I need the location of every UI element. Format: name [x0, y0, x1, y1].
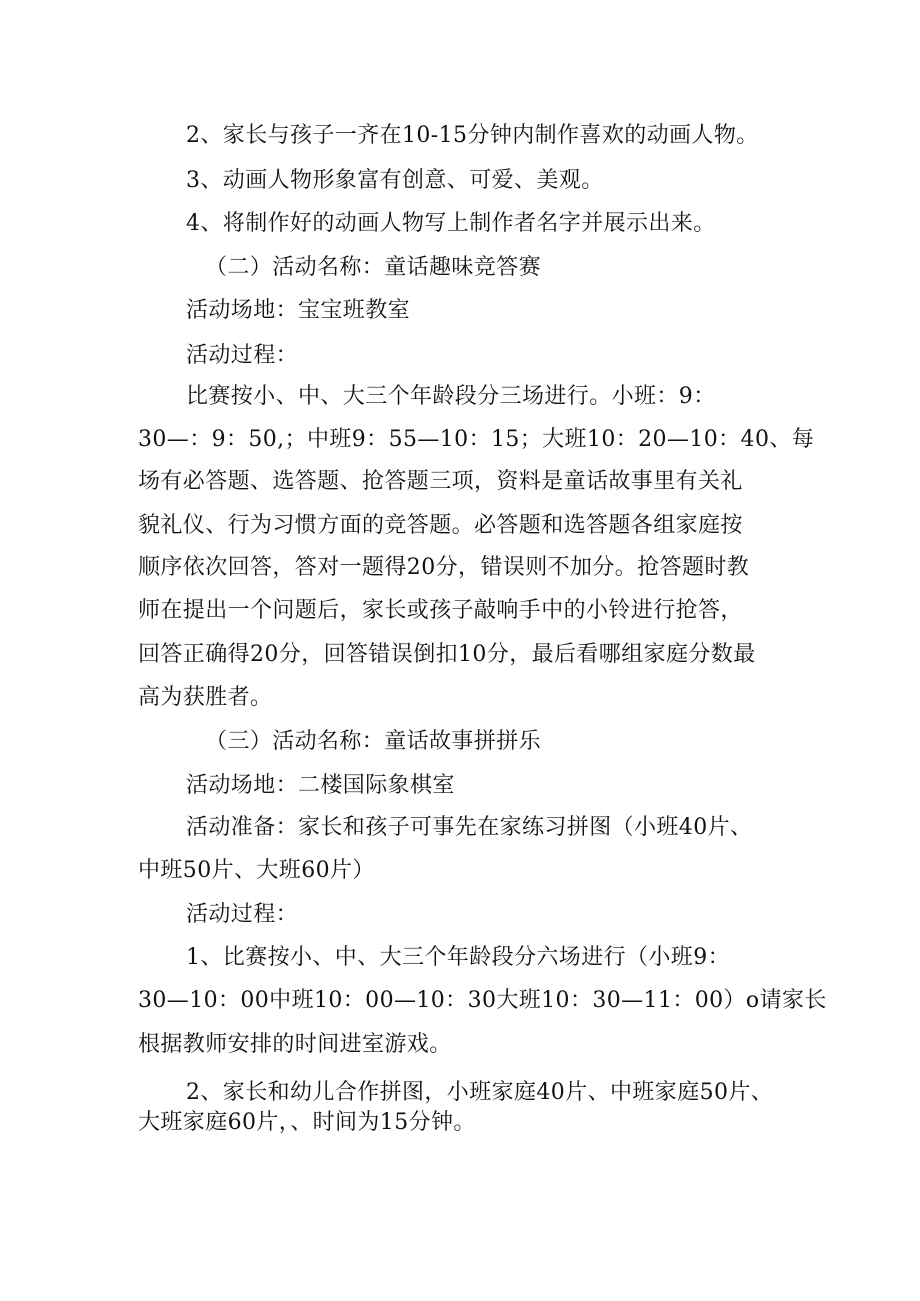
- section1-item-3: 3、动画人物形象富有创意、可爱、美观。: [186, 168, 604, 193]
- activity3-item2-line: 2、家长和幼儿合作拼图，小班家庭40片、中班家庭50片、: [186, 1080, 774, 1105]
- activity3-heading: （三）活动名称：童话故事拼拼乐: [205, 729, 542, 754]
- section1-item-2: 2、家长与孩子一齐在10-15分钟内制作喜欢的动画人物。: [186, 123, 759, 148]
- section1-item-4: 4、将制作好的动画人物写上制作者名字并展示出来。: [186, 211, 716, 236]
- activity2-paragraph-line: 30—：9：50,；中班9：55—10：15；大班10：20—10：40、每: [138, 427, 815, 452]
- activity2-paragraph-line: 比赛按小、中、大三个年龄段分三场进行。小班：9：: [186, 384, 716, 409]
- activity3-item1-line: 根据教师安排的时间进室游戏。: [138, 1032, 452, 1057]
- activity3-venue: 活动场地：二楼国际象棋室: [186, 773, 455, 798]
- activity2-heading: （二）活动名称：童话趣味竞答赛: [205, 255, 542, 280]
- activity2-paragraph-line: 回答正确得20分，回答错误倒扣10分，最后看哪组家庭分数最: [138, 642, 756, 667]
- activity3-prep-line: 活动准备：家长和孩子可事先在家练习拼图（小班40片、: [186, 815, 753, 840]
- activity2-process-label: 活动过程：: [186, 343, 299, 368]
- activity3-item2-line: 大班家庭60片，、时间为15分钟。: [138, 1110, 476, 1135]
- activity2-paragraph-line: 高为获胜者。: [138, 685, 273, 710]
- activity2-paragraph-line: 场有必答题、选答题、抢答题三项，资料是童话故事里有关礼: [138, 469, 743, 494]
- activity2-paragraph-line: 顺序依次回答，答对一题得20分，错误则不加分。抢答题时教: [138, 555, 750, 580]
- activity3-process-label: 活动过程：: [186, 902, 299, 927]
- activity3-item1-line: 1、比赛按小、中、大三个年龄段分六场进行（小班9：: [186, 945, 730, 970]
- activity3-item1-line: 30—10：00中班10：00—10：30大班10：30—11：00）o请家长: [138, 988, 827, 1013]
- activity3-prep-line: 中班50片、大班60片）: [138, 858, 375, 883]
- activity2-venue: 活动场地：宝宝班教室: [186, 298, 411, 323]
- activity2-paragraph-line: 貌礼仪、行为习惯方面的竞答题。必答题和选答题各组家庭按: [138, 513, 743, 538]
- activity2-paragraph-line: 师在提出一个问题后，家长或孩子敲响手中的小铃进行抢答，: [138, 598, 743, 623]
